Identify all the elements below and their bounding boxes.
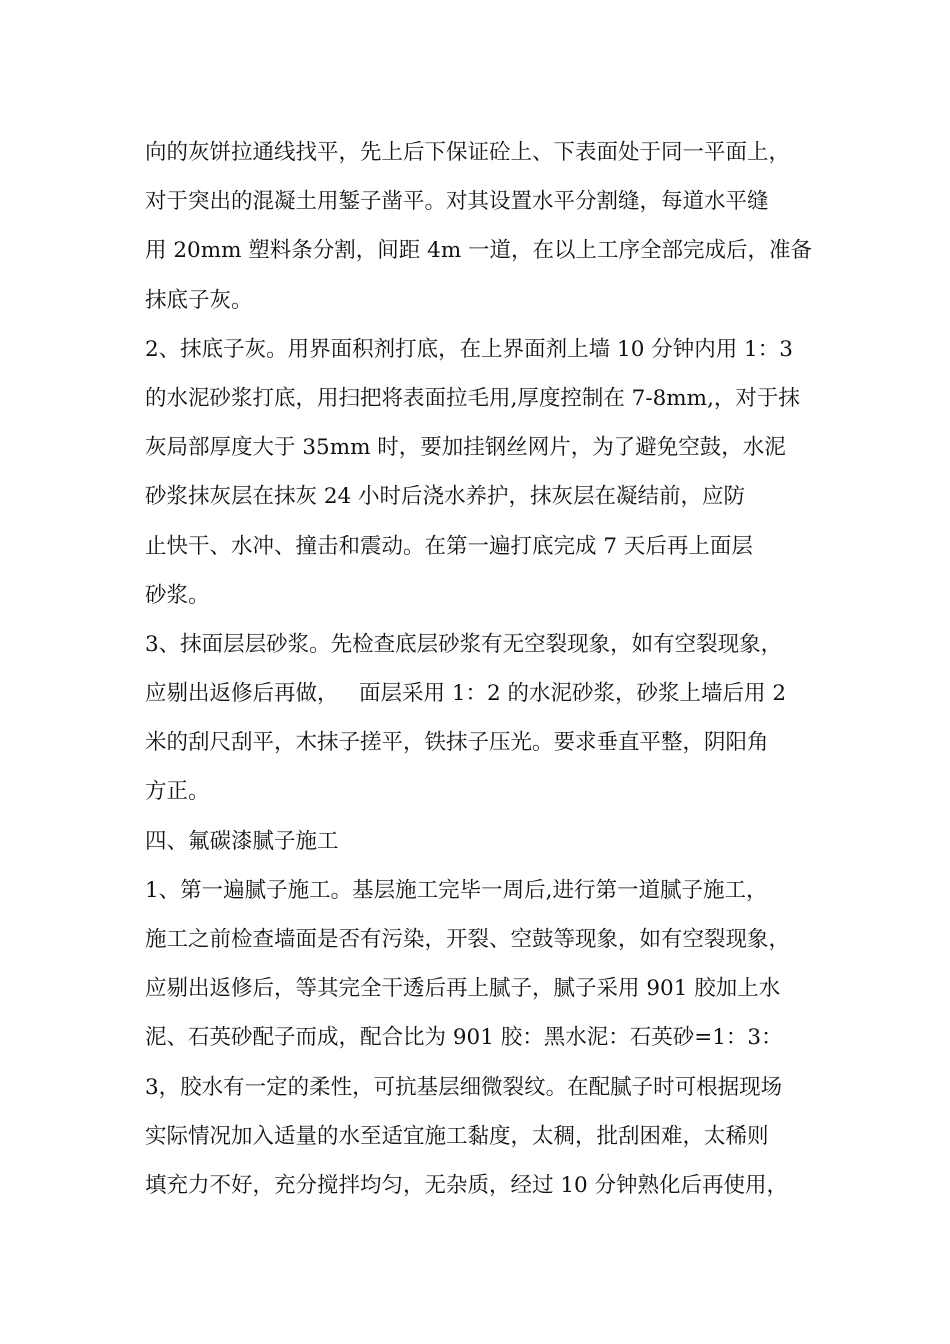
text-line: 填充力不好，充分搅拌均匀，无杂质，经过 10 分钟熟化后再使用， bbox=[145, 1172, 789, 1198]
text-line: 砂浆抹灰层在抹灰 24 小时后浇水养护，抹灰层在凝结前，应防 bbox=[145, 484, 746, 510]
text-line: 砂浆。 bbox=[145, 582, 210, 608]
text-line: 的水泥砂浆打底，用扫把将表面拉毛用,厚度控制在 7-8mm,，对于抹 bbox=[145, 385, 800, 411]
text-line: 向的灰饼拉通线找平，先上后下保证砼上、下表面处于同一平面上， bbox=[145, 140, 791, 165]
text-line: 对于突出的混凝土用錾子凿平。对其设置水平分割缝，每道水平缝 bbox=[145, 189, 769, 215]
text-line: 灰局部厚度大于 35mm 时，要加挂钢丝网片，为了避免空鼓，水泥 bbox=[145, 435, 786, 461]
text-line: 方正。 bbox=[145, 779, 210, 805]
text-line: 抹底子灰。 bbox=[145, 287, 253, 313]
text-line: 3、抹面层层砂浆。先检查底层砂浆有无空裂现象，如有空裂现象， bbox=[145, 631, 783, 657]
text-line: 止快干、水冲、撞击和震动。在第一遍打底完成 7 天后再上面层 bbox=[145, 533, 753, 559]
text-line: 泥、石英砂配子而成，配合比为 901 胶：黑水泥：石英砂=1：3： bbox=[145, 1025, 783, 1051]
text-line: 应剔出返修后再做， 面层采用 1：2 的水泥砂浆，砂浆上墙后用 2 bbox=[145, 681, 787, 707]
text-line: 1、第一遍腻子施工。基层施工完毕一周后,进行第一道腻子施工， bbox=[145, 877, 768, 903]
text-line: 用 20mm 塑料条分割，间距 4m 一道，在以上工序全部完成后，准备 bbox=[145, 238, 813, 264]
document-body bbox=[145, 128, 835, 1210]
text-line: 实际情况加入适量的水至适宜施工黏度，太稠，批刮困难，太稀则 bbox=[145, 1123, 769, 1149]
text-line: 3，胶水有一定的柔性，可抗基层细微裂纹。在配腻子时可根据现场 bbox=[145, 1074, 783, 1100]
text-line: 米的刮尺刮平，木抹子搓平，铁抹子压光。要求垂直平整，阴阳角 bbox=[145, 730, 769, 756]
text-line: 2、抹底子灰。用界面积剂打底，在上界面剂上墙 10 分钟内用 1：3 bbox=[145, 336, 793, 362]
text-line: 施工之前检查墙面是否有污染，开裂、空鼓等现象，如有空裂现象， bbox=[145, 927, 791, 952]
text-line: 应剔出返修后，等其完全干透后再上腻子，腻子采用 901 胶加上水 bbox=[145, 976, 781, 1002]
section-heading: 四、氟碳漆腻子施工 bbox=[145, 828, 339, 854]
